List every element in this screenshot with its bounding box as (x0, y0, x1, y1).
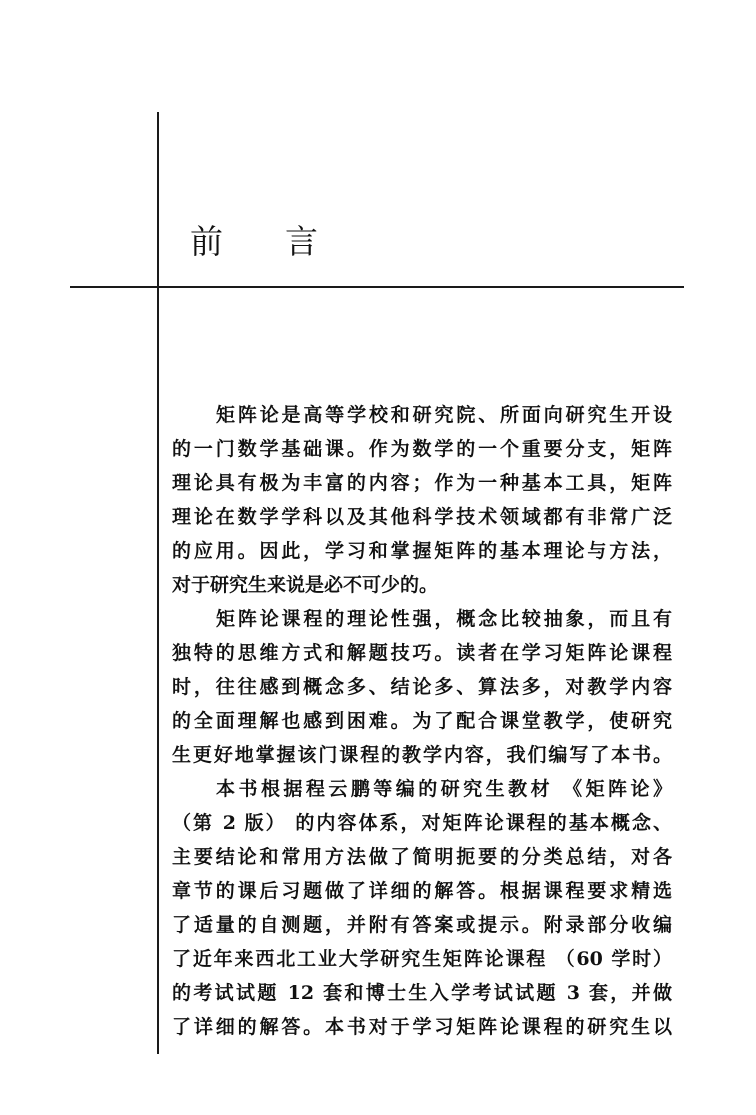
text-line: 的应用。因此，学习和掌握矩阵的基本理论与方法， (172, 540, 672, 562)
text-line: 矩阵论是高等学校和研究院、所面向研究生开设 (216, 404, 672, 426)
text-line: 理论具有极为丰富的内容；作为一种基本工具，矩阵 (172, 472, 672, 494)
text-line: 矩阵论课程的理论性强，概念比较抽象，而且有 (216, 608, 672, 630)
title-char: 前 (190, 222, 225, 261)
text-line: 了近年来西北工业大学研究生矩阵论课程 （60 学时） (172, 948, 672, 970)
paragraph (172, 398, 672, 602)
title-char: 言 (285, 222, 320, 261)
text-line: 的考试试题 12 套和博士生入学考试试题 3 套，并做 (172, 982, 672, 1004)
text-line: 的全面理解也感到困难。为了配合课堂教学，使研究 (172, 710, 672, 732)
text-line: （第 2 版） 的内容体系，对矩阵论课程的基本概念、 (172, 812, 672, 834)
horizontal-rule (70, 286, 684, 288)
paragraph (172, 772, 672, 1044)
text-line: 生更好地掌握该门课程的教学内容，我们编写了本书。 (172, 744, 672, 766)
text-line: 本书根据程云鹏等编的研究生教材 《矩阵论》 (216, 778, 672, 800)
preface-body (172, 398, 672, 1044)
text-line: 独特的思维方式和解题技巧。读者在学习矩阵论课程 (172, 642, 672, 664)
text-line: 对于研究生来说是必不可少的。 (172, 574, 439, 596)
text-line: 了详细的解答。本书对于学习矩阵论课程的研究生以 (172, 1016, 672, 1038)
text-line: 章节的课后习题做了详细的解答。根据课程要求精选 (172, 880, 672, 902)
text-line: 了适量的自测题，并附有答案或提示。附录部分收编 (172, 914, 672, 936)
text-line: 时，往往感到概念多、结论多、算法多，对教学内容 (172, 676, 672, 698)
text-line: 的一门数学基础课。作为数学的一个重要分支，矩阵 (172, 438, 672, 460)
paragraph (172, 602, 672, 772)
text-line: 理论在数学学科以及其他科学技术领域都有非常广泛 (172, 506, 672, 528)
vertical-rule (157, 112, 159, 1054)
text-line: 主要结论和常用方法做了简明扼要的分类总结，对各 (172, 846, 672, 868)
page-title (190, 216, 320, 263)
